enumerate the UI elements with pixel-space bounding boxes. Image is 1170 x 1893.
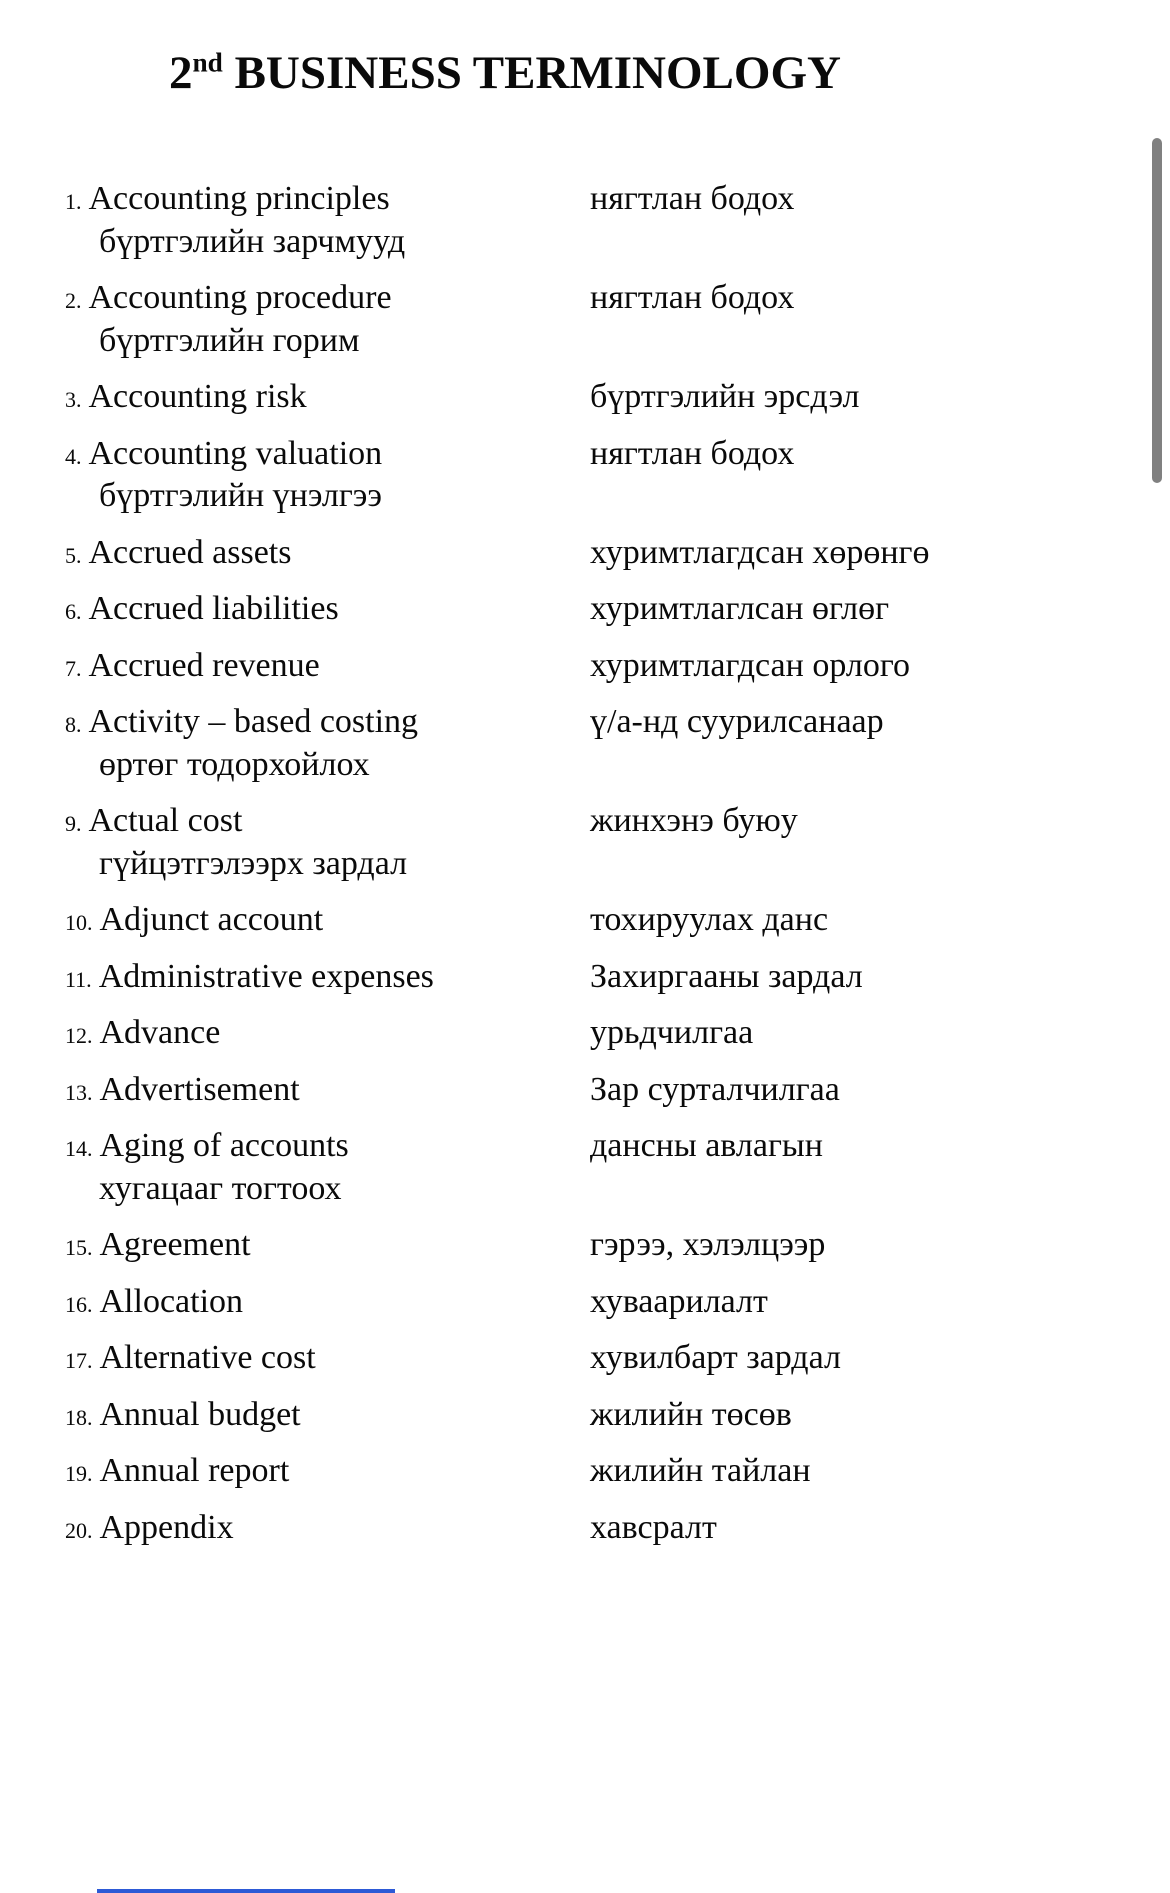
term-row bbox=[65, 1224, 945, 1267]
term-row-first-line bbox=[65, 588, 945, 631]
term-number: 7. bbox=[65, 655, 82, 681]
term-row bbox=[65, 1507, 945, 1550]
term-row bbox=[65, 178, 945, 263]
term-english: Accounting procedure bbox=[88, 279, 392, 316]
term-english: Accrued assets bbox=[88, 533, 292, 571]
page-title bbox=[65, 46, 945, 100]
term-translation: нягтлан бодох bbox=[590, 279, 795, 316]
term-row bbox=[65, 433, 945, 518]
term-english: Administrative expenses bbox=[98, 957, 434, 995]
term-number: 18. bbox=[65, 1404, 93, 1430]
term-translation-continuation: өртөг тодорхойлох bbox=[99, 745, 370, 783]
title-number: 2 bbox=[169, 47, 193, 99]
term-translation-continuation: бүртгэлийн горим bbox=[99, 321, 360, 359]
term-row-first-line bbox=[65, 899, 945, 942]
term-row bbox=[65, 1394, 945, 1437]
title-ordinal: nd bbox=[192, 47, 223, 78]
term-translation: нягтлан бодох bbox=[590, 180, 795, 217]
terminology-list bbox=[65, 178, 945, 1549]
term-english-cell bbox=[65, 1394, 590, 1437]
term-english-cell bbox=[65, 956, 590, 999]
term-row bbox=[65, 588, 945, 631]
term-number: 13. bbox=[65, 1079, 93, 1105]
term-row-first-line bbox=[65, 376, 945, 419]
term-row-first-line bbox=[65, 1069, 945, 1112]
term-translation: Захиргааны зардал bbox=[590, 957, 863, 995]
term-english: Allocation bbox=[99, 1282, 244, 1320]
term-translation: бүртгэлийн эрсдэл bbox=[590, 378, 860, 415]
term-translation: жилийн төсөв bbox=[590, 1395, 792, 1433]
term-english-cell bbox=[65, 701, 590, 744]
term-translation: хувилбарт зардал bbox=[590, 1339, 841, 1376]
term-row bbox=[65, 645, 945, 688]
term-translation: тохируулах данс bbox=[590, 901, 829, 938]
term-row-first-line bbox=[65, 1394, 945, 1437]
term-row-first-line bbox=[65, 433, 945, 476]
term-english-cell bbox=[65, 1507, 590, 1550]
term-row-first-line bbox=[65, 645, 945, 688]
term-english: Accrued liabilities bbox=[88, 590, 339, 627]
term-row bbox=[65, 1281, 945, 1324]
term-translation: хуримтлагдсан хөрөнгө bbox=[590, 533, 930, 571]
term-row-first-line bbox=[65, 277, 945, 320]
term-english: Accounting valuation bbox=[88, 434, 383, 472]
term-row bbox=[65, 1337, 945, 1380]
term-english: Actual cost bbox=[88, 802, 243, 839]
term-row bbox=[65, 532, 945, 575]
term-english-cell bbox=[65, 1069, 590, 1112]
term-english: Annual budget bbox=[99, 1395, 301, 1433]
term-number: 8. bbox=[65, 712, 82, 737]
term-translation: Зар сурталчилгаа bbox=[590, 1070, 840, 1108]
term-translation: хуваарилалт bbox=[590, 1282, 768, 1320]
term-row bbox=[65, 1012, 945, 1055]
term-number: 10. bbox=[65, 910, 93, 935]
term-row-first-line bbox=[65, 1507, 945, 1550]
term-row-first-line bbox=[65, 1450, 945, 1493]
term-english: Appendix bbox=[99, 1508, 234, 1546]
term-translation: хуримтлагдсан орлого bbox=[590, 646, 910, 684]
term-row bbox=[65, 376, 945, 419]
term-english: Advance bbox=[99, 1014, 221, 1051]
term-english-cell bbox=[65, 376, 590, 419]
term-row-first-line bbox=[65, 178, 945, 221]
term-translation: дансны авлагын bbox=[590, 1127, 823, 1164]
term-english-cell bbox=[65, 800, 590, 843]
term-row bbox=[65, 899, 945, 942]
term-english-cell bbox=[65, 178, 590, 221]
term-number: 11. bbox=[65, 966, 92, 992]
term-translation-continuation: гүйцэтгэлээрх зардал bbox=[99, 844, 408, 882]
term-english: Adjunct account bbox=[99, 901, 324, 938]
term-english-cell bbox=[65, 433, 590, 476]
term-row bbox=[65, 1069, 945, 1112]
term-english: Agreement bbox=[99, 1226, 251, 1263]
term-number: 9. bbox=[65, 811, 82, 836]
term-row bbox=[65, 956, 945, 999]
term-english-cell bbox=[65, 645, 590, 688]
term-row-first-line bbox=[65, 1012, 945, 1055]
term-row bbox=[65, 701, 945, 786]
term-translation: урьдчилгаа bbox=[590, 1014, 754, 1051]
term-row-first-line bbox=[65, 1337, 945, 1380]
term-english-cell bbox=[65, 1281, 590, 1324]
term-english: Accounting principles bbox=[88, 180, 390, 217]
term-english: Activity – based costing bbox=[88, 703, 419, 740]
term-english-cell bbox=[65, 588, 590, 631]
term-number: 17. bbox=[65, 1348, 93, 1373]
scrollbar-thumb[interactable] bbox=[1152, 138, 1162, 483]
term-english: Annual report bbox=[99, 1452, 290, 1489]
term-english-cell bbox=[65, 1450, 590, 1493]
term-row bbox=[65, 1125, 945, 1210]
term-number: 19. bbox=[65, 1461, 93, 1486]
term-translation: хавсралт bbox=[590, 1508, 717, 1546]
term-number: 14. bbox=[65, 1136, 93, 1161]
term-translation-continuation: хугацааг тогтоох bbox=[99, 1169, 342, 1207]
term-row bbox=[65, 1450, 945, 1493]
term-english: Advertisement bbox=[99, 1070, 300, 1108]
term-row-first-line bbox=[65, 956, 945, 999]
term-row bbox=[65, 800, 945, 885]
term-row-first-line bbox=[65, 701, 945, 744]
term-english-cell bbox=[65, 277, 590, 320]
term-english-cell bbox=[65, 1224, 590, 1267]
term-number: 15. bbox=[65, 1235, 93, 1260]
term-row bbox=[65, 277, 945, 362]
term-translation: гэрээ, хэлэлцээр bbox=[590, 1226, 826, 1263]
term-english-cell bbox=[65, 899, 590, 942]
term-number: 1. bbox=[65, 189, 82, 214]
term-english-cell bbox=[65, 532, 590, 575]
term-row-first-line bbox=[65, 1224, 945, 1267]
partial-blue-element bbox=[97, 1889, 395, 1893]
term-number: 16. bbox=[65, 1291, 93, 1317]
term-number: 6. bbox=[65, 599, 82, 624]
term-translation: жилийн тайлан bbox=[590, 1452, 811, 1489]
term-number: 5. bbox=[65, 542, 82, 568]
term-translation: хуримтлаглсан өглөг bbox=[590, 590, 890, 627]
term-row-first-line bbox=[65, 1125, 945, 1168]
term-english-cell bbox=[65, 1337, 590, 1380]
term-english-cell bbox=[65, 1012, 590, 1055]
term-english: Accounting risk bbox=[88, 378, 307, 415]
term-number: 3. bbox=[65, 387, 82, 412]
term-row-first-line bbox=[65, 1281, 945, 1324]
term-number: 4. bbox=[65, 443, 82, 469]
term-translation: жинхэнэ буюу bbox=[590, 802, 798, 839]
term-row-first-line bbox=[65, 800, 945, 843]
term-translation-continuation: бүртгэлийн үнэлгээ bbox=[99, 477, 382, 514]
term-number: 20. bbox=[65, 1517, 93, 1543]
term-number: 12. bbox=[65, 1023, 93, 1048]
term-row-first-line bbox=[65, 532, 945, 575]
term-english-cell bbox=[65, 1125, 590, 1168]
term-number: 2. bbox=[65, 288, 82, 313]
term-english: Accrued revenue bbox=[88, 646, 320, 684]
title-main: BUSINESS TERMINOLOGY bbox=[234, 47, 841, 99]
term-english: Aging of accounts bbox=[99, 1127, 349, 1164]
term-translation: ү/а-нд суурилсанаар bbox=[590, 703, 884, 740]
term-translation-continuation: бүртгэлийн зарчмууд bbox=[99, 222, 406, 260]
term-english: Alternative cost bbox=[99, 1339, 316, 1376]
term-translation: нягтлан бодох bbox=[590, 434, 795, 472]
